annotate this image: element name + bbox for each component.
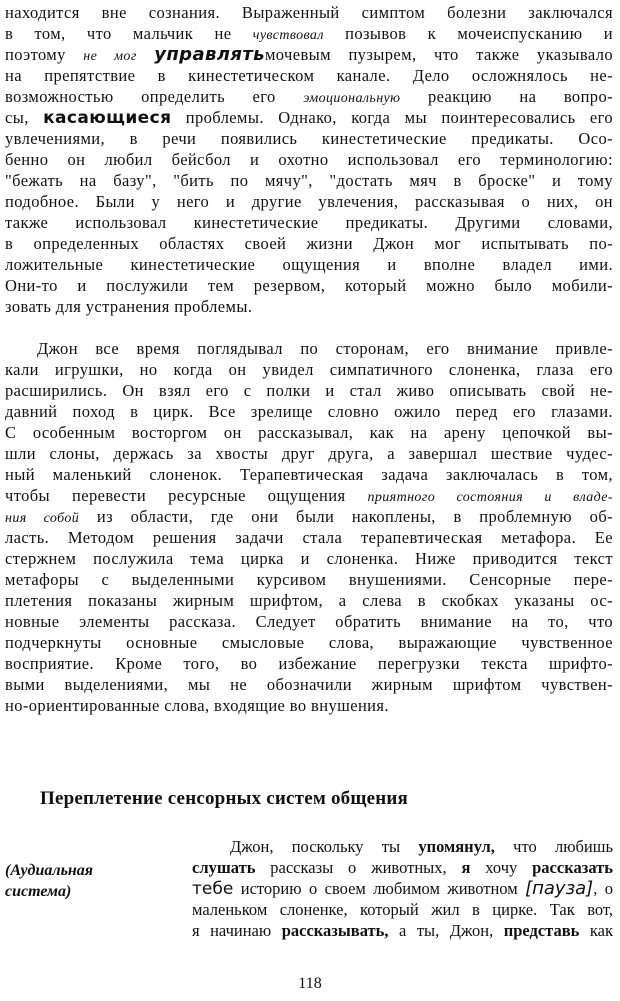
paragraph-2-line-8 bbox=[5, 485, 613, 508]
sensory-word: рассказывать, bbox=[281, 921, 389, 940]
text-fragment: Джон, поскольку ты bbox=[230, 837, 419, 856]
paragraph-2-line-18: но-ориентированные слова, входящие во внушения. bbox=[5, 696, 389, 715]
paragraph-2-line-3: расширились. Он взял его с полки и стал живо описывать свой не- bbox=[5, 381, 613, 400]
paragraph-1-line-7: увлечениями, в речи появились кинестетические предикаты. Осо- bbox=[5, 129, 613, 148]
pause-marker: [пауза] bbox=[525, 878, 594, 899]
paragraph-2-line-7: ный маленький слоненок. Терапевтическая задача заключалась в том, bbox=[5, 465, 613, 484]
paragraph-1-line-15: зовать для устранения проблемы. bbox=[5, 297, 253, 316]
paragraph-2-line-6: шли слоны, держась за хвосты друг друга, а завершал шествие чудес- bbox=[5, 444, 613, 463]
text-fragment: в том, что мальчик не bbox=[5, 24, 253, 43]
sensory-word: рассказать bbox=[532, 858, 613, 877]
sensory-word: я bbox=[461, 858, 471, 877]
text-fragment: мочевым пузырем, что также указывало bbox=[264, 45, 613, 64]
paragraph-1-line-4: на препятствие в кинестетическом канале. Дело осложнялось не- bbox=[5, 66, 613, 85]
paragraph-1-line-6 bbox=[5, 107, 613, 129]
text-fragment: что любишь bbox=[494, 837, 613, 856]
paragraph-2-line-4: давний поход в цирк. Все зрелище словно ожило перед его глазами. bbox=[5, 402, 613, 421]
paragraph-2-line-13: плетения показаны жирным шрифтом, а слева в скобках указаны ос- bbox=[5, 591, 613, 610]
text-fragment: , о bbox=[593, 879, 614, 898]
paragraph-1-line-3 bbox=[5, 44, 613, 67]
paragraph-1-line-1: находится вне сознания. Выраженный симптом болезни заключался bbox=[5, 3, 613, 22]
paragraph-1-line-14: Они-то и послужили тем резервом, который можно было мобили- bbox=[5, 276, 613, 295]
paragraph-1-line-11: также использовал кинестетические предикаты. Другими словами, bbox=[5, 213, 613, 232]
paragraph-1-line-12: в определенных областях своей жизни Джон мог испытывать по- bbox=[5, 234, 613, 253]
sensory-word: упомянул, bbox=[418, 837, 495, 856]
text-fragment: проблемы. Однако, когда мы поинтересовались его bbox=[171, 108, 613, 127]
sensory-word: представь bbox=[503, 921, 580, 940]
paragraph-2-line-11: стержнем послужила тема цирка и слоненка. Ниже приводится текст bbox=[5, 549, 613, 568]
emphasized-word: касающиеся bbox=[43, 108, 172, 128]
text-fragment: историю о своем любимом животном bbox=[233, 879, 526, 898]
italic-suggestion: чувствовал bbox=[252, 28, 324, 43]
text-fragment: сы, bbox=[5, 108, 44, 127]
text-fragment: из области, где они были накоплены, в проблемную об- bbox=[79, 507, 614, 526]
paragraph-2-line-14: новные элементы рассказа. Следует обратить внимание на то, что bbox=[5, 612, 613, 631]
paragraph-1-line-9: "бежать на базу", "бить по мячу", "достать мяч в броске" и тому bbox=[5, 171, 613, 190]
side-note-line-1: (Аудиальная bbox=[5, 862, 94, 879]
paragraph-2-line-5: С особенным восторгом он рассказывал, как на арену цепочкой вы- bbox=[5, 423, 613, 442]
page-number: 118 bbox=[298, 975, 322, 992]
metaphor-line-1 bbox=[230, 836, 613, 857]
paragraph-2-line-10: ласть. Методом решения задачи стала терапевтическая метафора. Ее bbox=[5, 528, 613, 547]
italic-suggestion: управлять bbox=[154, 44, 265, 65]
text-fragment: позывов к мочеиспусканию и bbox=[323, 24, 613, 43]
paragraph-2-line-12: метафоры с выделенными курсивом внушениями. Сенсорные пере- bbox=[5, 570, 613, 589]
text-fragment: я начинаю bbox=[192, 921, 282, 940]
text-fragment: реакцию на вопро- bbox=[400, 87, 613, 106]
paragraph-1-line-5 bbox=[5, 86, 613, 109]
paragraph-1-line-10: подобное. Были у него и другие увлечения, рассказывая о них, он bbox=[5, 192, 613, 211]
italic-suggestion: приятного состояния и владе- bbox=[367, 490, 613, 505]
text-fragment: как bbox=[579, 921, 613, 940]
metaphor-line-3 bbox=[192, 878, 613, 900]
section-heading: Переплетение сенсорных систем общения bbox=[40, 788, 408, 809]
italic-suggestion: не мог bbox=[83, 49, 137, 64]
paragraph-1-line-8: бенно он любил бейсбол и охотно использовал его терминологию: bbox=[5, 150, 613, 169]
text-fragment: хочу bbox=[470, 858, 533, 877]
italic-suggestion: ния собой bbox=[5, 511, 80, 526]
text-fragment: рассказы о животных, bbox=[255, 858, 462, 877]
text-fragment: чтобы перевести ресурсные ощущения bbox=[5, 486, 368, 505]
italic-suggestion: эмоциональную bbox=[303, 91, 401, 106]
paragraph-2-line-16: восприятие. Кроме того, во избежание перегрузки текста шрифто- bbox=[5, 654, 613, 673]
metaphor-line-4: маленьком слоненке, который жил в цирке. Так вот, bbox=[192, 900, 613, 919]
metaphor-line-2 bbox=[192, 857, 613, 878]
text-fragment: а ты, Джон, bbox=[388, 921, 504, 940]
sensory-word: слушать bbox=[192, 858, 256, 877]
metaphor-line-5 bbox=[192, 920, 613, 941]
text-fragment: возможностью определить его bbox=[5, 87, 304, 106]
paragraph-2-line-15: подчеркнуты основные смысловые слова, выражающие чувственное bbox=[5, 633, 613, 652]
paragraph-2-line-1: Джон все время поглядывал по сторонам, его внимание привле- bbox=[37, 339, 613, 358]
side-note-line-2: система) bbox=[5, 883, 72, 900]
text-fragment: поэтому bbox=[5, 45, 84, 64]
paragraph-2-line-9 bbox=[5, 506, 613, 529]
emphasized-word: тебе bbox=[192, 879, 234, 899]
paragraph-1-line-13: ложительные кинестетические ощущения и вполне владел ими. bbox=[5, 255, 613, 274]
paragraph-2-line-2: кали игрушки, но когда он увидел симпатичного слоненка, глаза его bbox=[5, 360, 613, 379]
paragraph-2-line-17: выми выделениями, мы не обозначили жирным шрифтом чувствен- bbox=[5, 675, 613, 694]
paragraph-1-line-2 bbox=[5, 23, 613, 46]
